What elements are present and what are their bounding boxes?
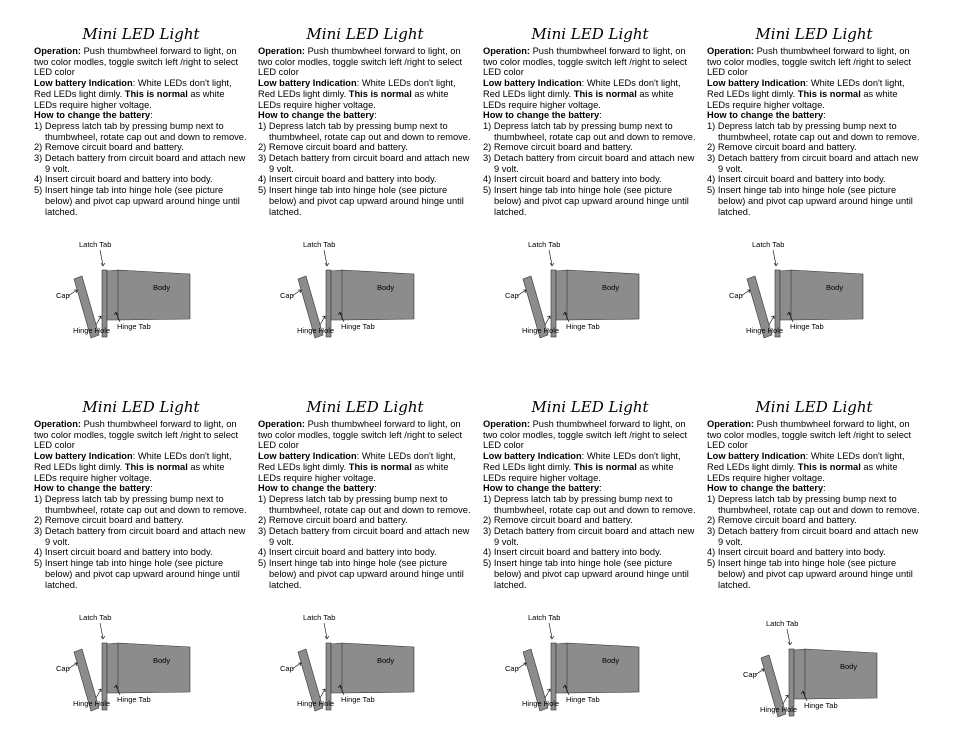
- hinge-tab-label: Hinge Tab: [790, 322, 824, 331]
- operation-paragraph: [34, 419, 248, 451]
- step-item: 5) Insert hinge tab into hinge hole (see picture below) and pivot cap upward around hinge until latched.: [707, 558, 913, 590]
- step-item: 1) Depress latch tab by pressing bump next to thumbwheel, rotate cap out and down to remove.: [34, 493, 247, 515]
- card-title: Mini LED Light: [531, 398, 649, 416]
- operation-paragraph: [707, 46, 921, 78]
- steps-list: [707, 494, 921, 590]
- low-battery-label: Low battery Indication: [483, 451, 582, 462]
- steps-list: [258, 494, 472, 590]
- how-label: How to change the battery: [34, 110, 151, 121]
- step-item: 4) Insert circuit board and battery into body.: [34, 174, 213, 185]
- hinge-hole-label: Hinge Hole: [73, 326, 111, 335]
- low-battery-text: : White LEDs don't light, Red LEDs light dimly.: [34, 451, 232, 472]
- operation-label: Operation:: [34, 46, 82, 56]
- step-item: 1) Depress latch tab by pressing bump next to thumbwheel, rotate cap out and down to remove.: [483, 120, 696, 142]
- hinge-hole-label: Hinge Hole: [760, 705, 798, 714]
- card-body: [34, 46, 248, 217]
- battery-diagram: [40, 232, 200, 342]
- diagram-svg: [713, 232, 873, 342]
- body-label: Body: [840, 662, 858, 671]
- low-battery-paragraph: [34, 78, 248, 110]
- how-to-heading: [483, 483, 697, 494]
- low-battery-label: Low battery Indication: [707, 451, 806, 462]
- card-title: Mini LED Light: [82, 25, 200, 43]
- card-title: Mini LED Light: [755, 398, 873, 416]
- operation-paragraph: [483, 419, 697, 451]
- body-shape: [556, 270, 639, 320]
- step-item: 5) Insert hinge tab into hinge hole (see picture below) and pivot cap upward around hinge until latched.: [483, 185, 689, 217]
- step-item: 2) Remove circuit board and battery.: [34, 515, 184, 526]
- hinge-hole-label: Hinge Hole: [746, 326, 784, 335]
- latch-tab-label: Latch Tab: [752, 240, 785, 249]
- how-label: How to change the battery: [707, 110, 824, 121]
- step-item: 2) Remove circuit board and battery.: [707, 142, 857, 153]
- operation-text: Push thumbwheel forward to light, on two color modles, toggle switch left /right to select LED color: [258, 419, 463, 451]
- hinge-tab-label: Hinge Tab: [566, 322, 600, 331]
- step-item: 4) Insert circuit board and battery into body.: [258, 174, 437, 185]
- hinge-hole-label: Hinge Hole: [522, 699, 560, 708]
- low-battery-paragraph: [707, 78, 921, 110]
- operation-text: Push thumbwheel forward to light, on two color modles, toggle switch left /right to select LED color: [34, 46, 239, 78]
- diagram-svg: [489, 232, 649, 342]
- how-label: How to change the battery: [258, 110, 375, 121]
- steps-list: [707, 121, 921, 217]
- battery-diagram: [489, 605, 649, 715]
- how-to-heading: [34, 483, 248, 494]
- normal-label: This is normal: [797, 88, 861, 99]
- body-shape: [331, 270, 414, 320]
- steps-list: [258, 121, 472, 217]
- normal-label: This is normal: [124, 461, 188, 472]
- body-label: Body: [153, 283, 171, 292]
- step-item: 5) Insert hinge tab into hinge hole (see picture below) and pivot cap upward around hinge until latched.: [258, 558, 464, 590]
- instruction-card: [483, 24, 697, 374]
- step-item: 2) Remove circuit board and battery.: [707, 515, 857, 526]
- how-to-heading: [707, 483, 921, 494]
- how-to-heading: [707, 110, 921, 121]
- battery-diagram: [727, 611, 887, 721]
- battery-diagram: [713, 232, 873, 342]
- how-colon: :: [599, 483, 602, 494]
- low-battery-text: : White LEDs don't light, Red LEDs light dimly.: [707, 451, 905, 472]
- operation-label: Operation:: [707, 46, 755, 56]
- steps-list: [483, 494, 697, 590]
- step-item: 5) Insert hinge tab into hinge hole (see picture below) and pivot cap upward around hinge until latched.: [483, 558, 689, 590]
- cap-label: Cap: [505, 291, 519, 300]
- low-battery-paragraph: [258, 78, 472, 110]
- operation-paragraph: [258, 46, 472, 78]
- instruction-card: [258, 397, 472, 747]
- how-to-heading: [258, 110, 472, 121]
- instruction-card: [34, 24, 248, 374]
- operation-paragraph: [258, 419, 472, 451]
- operation-text: Push thumbwheel forward to light, on two color modles, toggle switch left /right to select LED color: [34, 419, 239, 451]
- how-colon: :: [823, 483, 826, 494]
- diagram-svg: [264, 232, 424, 342]
- body-label: Body: [153, 656, 171, 665]
- step-item: 3) Detach battery from circuit board and attach new 9 volt.: [707, 153, 919, 174]
- battery-diagram: [264, 232, 424, 342]
- cap-label: Cap: [280, 664, 294, 673]
- low-battery-text: : White LEDs don't light, Red LEDs light dimly.: [707, 78, 905, 99]
- step-item: 4) Insert circuit board and battery into body.: [34, 547, 213, 558]
- cap-label: Cap: [280, 291, 294, 300]
- normal-label: This is normal: [573, 461, 637, 472]
- how-colon: :: [150, 110, 153, 121]
- step-item: 3) Detach battery from circuit board and attach new 9 volt.: [483, 153, 695, 174]
- step-item: 5) Insert hinge tab into hinge hole (see picture below) and pivot cap upward around hinge until latched.: [707, 185, 913, 217]
- diagram-svg: [727, 611, 887, 721]
- low-battery-text: : White LEDs don't light, Red LEDs light dimly.: [258, 451, 456, 472]
- cap-label: Cap: [56, 291, 70, 300]
- card-title: Mini LED Light: [531, 25, 649, 43]
- hinge-tab-label: Hinge Tab: [117, 695, 151, 704]
- operation-text: Push thumbwheel forward to light, on two color modles, toggle switch left /right to select LED color: [707, 46, 912, 78]
- hinge-tab-label: Hinge Tab: [566, 695, 600, 704]
- operation-text: Push thumbwheel forward to light, on two color modles, toggle switch left /right to select LED color: [258, 46, 463, 78]
- low-battery-text: : White LEDs don't light, Red LEDs light dimly.: [483, 451, 681, 472]
- normal-text: as white LEDs require higher voltage.: [34, 88, 225, 110]
- step-item: 1) Depress latch tab by pressing bump next to thumbwheel, rotate cap out and down to remove.: [707, 493, 920, 515]
- diagram-svg: [40, 605, 200, 715]
- operation-text: Push thumbwheel forward to light, on two color modles, toggle switch left /right to select LED color: [707, 419, 912, 451]
- normal-text: as white LEDs require higher voltage.: [483, 461, 674, 483]
- instruction-card: [34, 397, 248, 747]
- step-item: 1) Depress latch tab by pressing bump next to thumbwheel, rotate cap out and down to remove.: [258, 120, 471, 142]
- steps-list: [483, 121, 697, 217]
- battery-diagram: [264, 605, 424, 715]
- step-item: 3) Detach battery from circuit board and attach new 9 volt.: [258, 153, 470, 174]
- card-body: [707, 46, 921, 217]
- normal-text: as white LEDs require higher voltage.: [707, 88, 898, 110]
- operation-paragraph: [483, 46, 697, 78]
- low-battery-text: : White LEDs don't light, Red LEDs light dimly.: [34, 78, 232, 99]
- step-item: 5) Insert hinge tab into hinge hole (see picture below) and pivot cap upward around hinge until latched.: [34, 558, 240, 590]
- step-item: 2) Remove circuit board and battery.: [483, 515, 633, 526]
- latch-tab-label: Latch Tab: [79, 240, 112, 249]
- normal-label: This is normal: [348, 88, 412, 99]
- how-to-heading: [34, 110, 248, 121]
- steps-list: [34, 121, 248, 217]
- step-item: 2) Remove circuit board and battery.: [34, 142, 184, 153]
- low-battery-label: Low battery Indication: [258, 451, 357, 462]
- low-battery-paragraph: [483, 78, 697, 110]
- how-label: How to change the battery: [707, 483, 824, 494]
- low-battery-paragraph: [258, 451, 472, 483]
- low-battery-text: : White LEDs don't light, Red LEDs light dimly.: [258, 78, 456, 99]
- how-label: How to change the battery: [258, 483, 375, 494]
- body-label: Body: [377, 283, 395, 292]
- card-body: [483, 419, 697, 590]
- step-item: 2) Remove circuit board and battery.: [258, 515, 408, 526]
- normal-text: as white LEDs require higher voltage.: [483, 88, 674, 110]
- low-battery-paragraph: [707, 451, 921, 483]
- hinge-hole-label: Hinge Hole: [73, 699, 111, 708]
- operation-label: Operation:: [258, 46, 306, 56]
- hinge-hole-label: Hinge Hole: [297, 326, 335, 335]
- body-label: Body: [602, 283, 620, 292]
- low-battery-paragraph: [483, 451, 697, 483]
- latch-tab-label: Latch Tab: [766, 619, 799, 628]
- step-item: 3) Detach battery from circuit board and attach new 9 volt.: [34, 153, 246, 174]
- cap-label: Cap: [56, 664, 70, 673]
- hinge-hole-label: Hinge Hole: [522, 326, 560, 335]
- body-shape: [331, 643, 414, 693]
- step-item: 3) Detach battery from circuit board and attach new 9 volt.: [34, 526, 246, 547]
- operation-text: Push thumbwheel forward to light, on two color modles, toggle switch left /right to select LED color: [483, 419, 688, 451]
- low-battery-label: Low battery Indication: [258, 78, 357, 89]
- card-title: Mini LED Light: [82, 398, 200, 416]
- body-label: Body: [602, 656, 620, 665]
- normal-text: as white LEDs require higher voltage.: [34, 461, 225, 483]
- how-colon: :: [374, 483, 377, 494]
- battery-diagram: [40, 605, 200, 715]
- how-to-heading: [258, 483, 472, 494]
- normal-text: as white LEDs require higher voltage.: [258, 461, 449, 483]
- instruction-card: [707, 24, 921, 374]
- body-label: Body: [377, 656, 395, 665]
- card-title: Mini LED Light: [306, 398, 424, 416]
- how-label: How to change the battery: [34, 483, 151, 494]
- step-item: 4) Insert circuit board and battery into body.: [483, 547, 662, 558]
- cap-label: Cap: [729, 291, 743, 300]
- operation-label: Operation:: [34, 419, 82, 429]
- latch-tab-label: Latch Tab: [303, 240, 336, 249]
- step-item: 1) Depress latch tab by pressing bump next to thumbwheel, rotate cap out and down to remove.: [34, 120, 247, 142]
- operation-label: Operation:: [258, 419, 306, 429]
- instruction-card: [707, 397, 921, 747]
- step-item: 5) Insert hinge tab into hinge hole (see picture below) and pivot cap upward around hinge until latched.: [34, 185, 240, 217]
- latch-tab-label: Latch Tab: [79, 613, 112, 622]
- low-battery-label: Low battery Indication: [34, 78, 133, 89]
- card-title: Mini LED Light: [755, 25, 873, 43]
- step-item: 4) Insert circuit board and battery into body.: [258, 547, 437, 558]
- normal-label: This is normal: [573, 88, 637, 99]
- operation-paragraph: [34, 46, 248, 78]
- how-label: How to change the battery: [483, 483, 600, 494]
- how-to-heading: [483, 110, 697, 121]
- body-shape: [556, 643, 639, 693]
- normal-label: This is normal: [348, 461, 412, 472]
- step-item: 3) Detach battery from circuit board and attach new 9 volt.: [707, 526, 919, 547]
- low-battery-paragraph: [34, 451, 248, 483]
- diagram-svg: [40, 232, 200, 342]
- instruction-card: [258, 24, 472, 374]
- step-item: 3) Detach battery from circuit board and attach new 9 volt.: [258, 526, 470, 547]
- step-item: 1) Depress latch tab by pressing bump next to thumbwheel, rotate cap out and down to remove.: [707, 120, 920, 142]
- step-item: 5) Insert hinge tab into hinge hole (see picture below) and pivot cap upward around hinge until latched.: [258, 185, 464, 217]
- step-item: 4) Insert circuit board and battery into body.: [707, 547, 886, 558]
- operation-text: Push thumbwheel forward to light, on two color modles, toggle switch left /right to select LED color: [483, 46, 688, 78]
- low-battery-label: Low battery Indication: [34, 451, 133, 462]
- operation-paragraph: [707, 419, 921, 451]
- battery-diagram: [489, 232, 649, 342]
- normal-label: This is normal: [797, 461, 861, 472]
- how-colon: :: [150, 483, 153, 494]
- low-battery-label: Low battery Indication: [483, 78, 582, 89]
- card-body: [483, 46, 697, 217]
- operation-label: Operation:: [707, 419, 755, 429]
- operation-label: Operation:: [483, 46, 531, 56]
- card-body: [34, 419, 248, 590]
- card-body: [258, 46, 472, 217]
- how-colon: :: [823, 110, 826, 121]
- diagram-svg: [489, 605, 649, 715]
- low-battery-text: : White LEDs don't light, Red LEDs light dimly.: [483, 78, 681, 99]
- latch-tab-label: Latch Tab: [528, 613, 561, 622]
- diagram-svg: [264, 605, 424, 715]
- body-shape: [794, 649, 877, 699]
- step-item: 2) Remove circuit board and battery.: [258, 142, 408, 153]
- body-label: Body: [826, 283, 844, 292]
- steps-list: [34, 494, 248, 590]
- body-shape: [107, 643, 190, 693]
- cap-label: Cap: [743, 670, 757, 679]
- latch-tab-label: Latch Tab: [528, 240, 561, 249]
- step-item: 1) Depress latch tab by pressing bump next to thumbwheel, rotate cap out and down to remove.: [258, 493, 471, 515]
- normal-text: as white LEDs require higher voltage.: [258, 88, 449, 110]
- hinge-tab-label: Hinge Tab: [341, 695, 375, 704]
- card-body: [707, 419, 921, 590]
- step-item: 2) Remove circuit board and battery.: [483, 142, 633, 153]
- body-shape: [780, 270, 863, 320]
- how-label: How to change the battery: [483, 110, 600, 121]
- normal-label: This is normal: [124, 88, 188, 99]
- step-item: 1) Depress latch tab by pressing bump next to thumbwheel, rotate cap out and down to remove.: [483, 493, 696, 515]
- step-item: 4) Insert circuit board and battery into body.: [707, 174, 886, 185]
- hinge-tab-label: Hinge Tab: [117, 322, 151, 331]
- step-item: 4) Insert circuit board and battery into body.: [483, 174, 662, 185]
- how-colon: :: [599, 110, 602, 121]
- hinge-tab-label: Hinge Tab: [341, 322, 375, 331]
- operation-label: Operation:: [483, 419, 531, 429]
- step-item: 3) Detach battery from circuit board and attach new 9 volt.: [483, 526, 695, 547]
- how-colon: :: [374, 110, 377, 121]
- latch-tab-label: Latch Tab: [303, 613, 336, 622]
- instruction-card: [483, 397, 697, 747]
- cap-label: Cap: [505, 664, 519, 673]
- normal-text: as white LEDs require higher voltage.: [707, 461, 898, 483]
- hinge-hole-label: Hinge Hole: [297, 699, 335, 708]
- low-battery-label: Low battery Indication: [707, 78, 806, 89]
- card-body: [258, 419, 472, 590]
- body-shape: [107, 270, 190, 320]
- hinge-tab-label: Hinge Tab: [804, 701, 838, 710]
- card-title: Mini LED Light: [306, 25, 424, 43]
